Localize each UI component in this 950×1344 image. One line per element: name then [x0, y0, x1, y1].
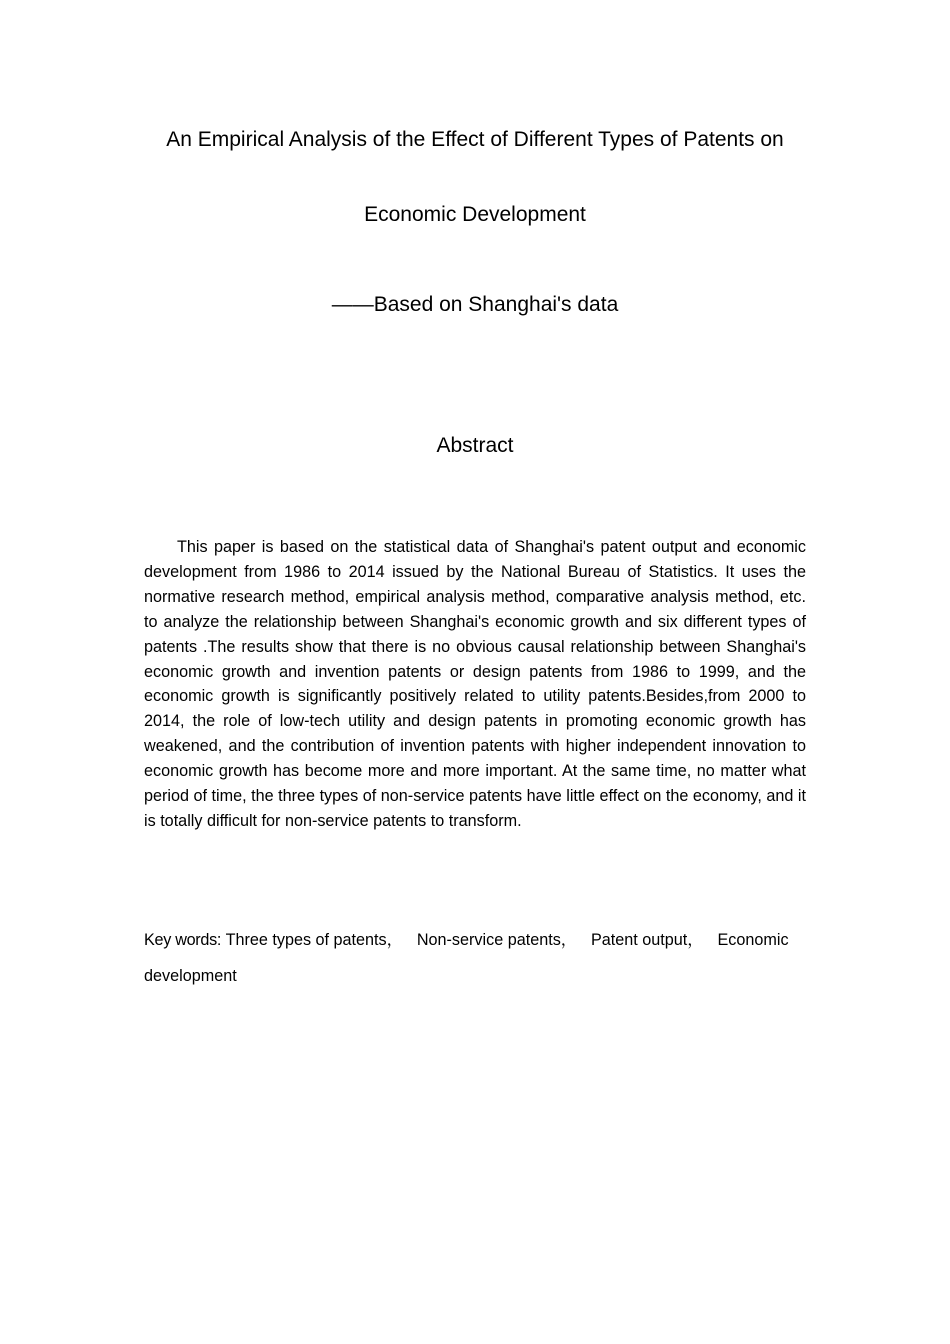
keywords-label: Key words: [144, 931, 217, 949]
keywords-separator: :: [216, 931, 226, 949]
paper-title-line-2: Economic Development: [364, 203, 586, 226]
keywords-section: [144, 922, 806, 994]
abstract-body: This paper is based on the statistical data of Shanghai's patent output and economic development from 1986 to 2014 issued by the National Bureau of Statistics. It uses the normative research method, empirical analysis method, comparative analysis method, etc. to analyze the relationship between Shanghai's economic growth and six different types of patents .The results show that there is no obvious causal relationship between Shanghai's economic growth and invention patents or design patents from 1986 to 1999, and the economic growth is significantly positively related to utility patents.Besides,from 2000 to 2014, the role of low-tech utility and design patents in promoting economic growth has weakened, and the contribution of invention patents with higher independent innovation to economic growth has become more and more important. At the same time, no matter what period of time, the three types of non-service patents have little effect on the economy, and it is totally difficult for non-service patents to transform.: [144, 538, 806, 830]
keyword-item: Economic development: [144, 931, 789, 985]
abstract-heading: Abstract: [436, 434, 514, 457]
keyword-item: Three types of patents，: [225, 931, 403, 949]
keyword-item: Non-service patents，: [416, 931, 577, 949]
keyword-item: Patent output，: [591, 931, 704, 949]
paper-subtitle: ——Based on Shanghai's data: [331, 293, 619, 316]
paper-title-line-1: An Empirical Analysis of the Effect of Different Types of Patents on: [166, 128, 784, 151]
